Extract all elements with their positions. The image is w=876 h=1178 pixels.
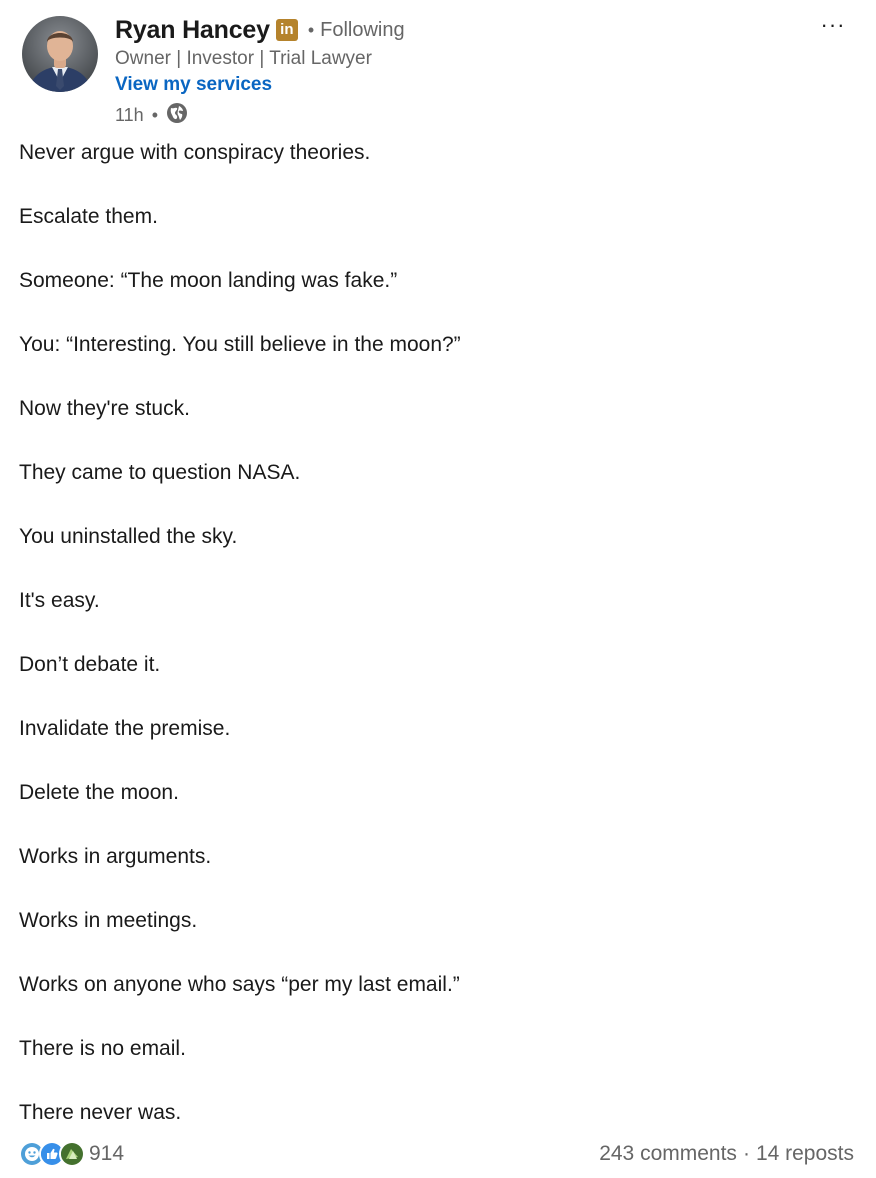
ellipsis-icon: ··· [820, 12, 846, 37]
linkedin-premium-badge-icon: in [276, 19, 298, 41]
more-options-button[interactable] [818, 12, 848, 36]
meta-separator: • [151, 104, 159, 125]
follow-status[interactable]: Following [320, 18, 405, 41]
reaction-count: 914 [89, 1142, 125, 1165]
social-counts-bar [19, 1138, 854, 1170]
post-body-line: Someone: “The moon landing was fake.” [19, 269, 398, 292]
avatar[interactable] [22, 16, 98, 92]
post-body-line: Works in arguments. [19, 845, 212, 868]
post-body-line: They came to question NASA. [19, 461, 301, 484]
time-ago: 11h [115, 104, 144, 125]
post-body-line: It's easy. [19, 589, 100, 612]
reaction-icons [19, 1141, 85, 1167]
post-body-line: Works in meetings. [19, 909, 198, 932]
engagement-counts [599, 1142, 854, 1166]
post-body-line: There never was. [19, 1101, 182, 1124]
view-services-link[interactable]: View my services [115, 74, 273, 95]
post-body-line: Works on anyone who says “per my last email.” [19, 973, 460, 996]
post-meta [115, 100, 405, 130]
post-body-line: Don’t debate it. [19, 653, 161, 676]
dot-separator: • [307, 19, 315, 40]
author-headline: Owner | Investor | Trial Lawyer [115, 48, 372, 69]
post-body-line: Invalidate the premise. [19, 717, 231, 740]
name-row [115, 14, 405, 46]
post-body-line: You: “Interesting. You still believe in the moon?” [19, 333, 461, 356]
insightful-reaction-icon [59, 1141, 85, 1167]
globe-icon [166, 102, 188, 129]
post-body-line: Escalate them. [19, 205, 158, 228]
post-body [19, 136, 461, 1160]
reposts-count-link[interactable]: 14 reposts [755, 1142, 854, 1165]
counts-separator: · [742, 1142, 750, 1165]
comments-count-link[interactable]: 243 comments [599, 1142, 737, 1165]
author-name[interactable]: Ryan Hancey [115, 15, 270, 44]
post-body-line: There is no email. [19, 1037, 186, 1060]
author-block [115, 14, 405, 130]
post-body-line: Never argue with conspiracy theories. [19, 141, 371, 164]
post-body-line: Now they're stuck. [19, 397, 190, 420]
reactions-summary[interactable] [19, 1141, 124, 1167]
post-body-line: Delete the moon. [19, 781, 179, 804]
post-body-line: You uninstalled the sky. [19, 525, 238, 548]
